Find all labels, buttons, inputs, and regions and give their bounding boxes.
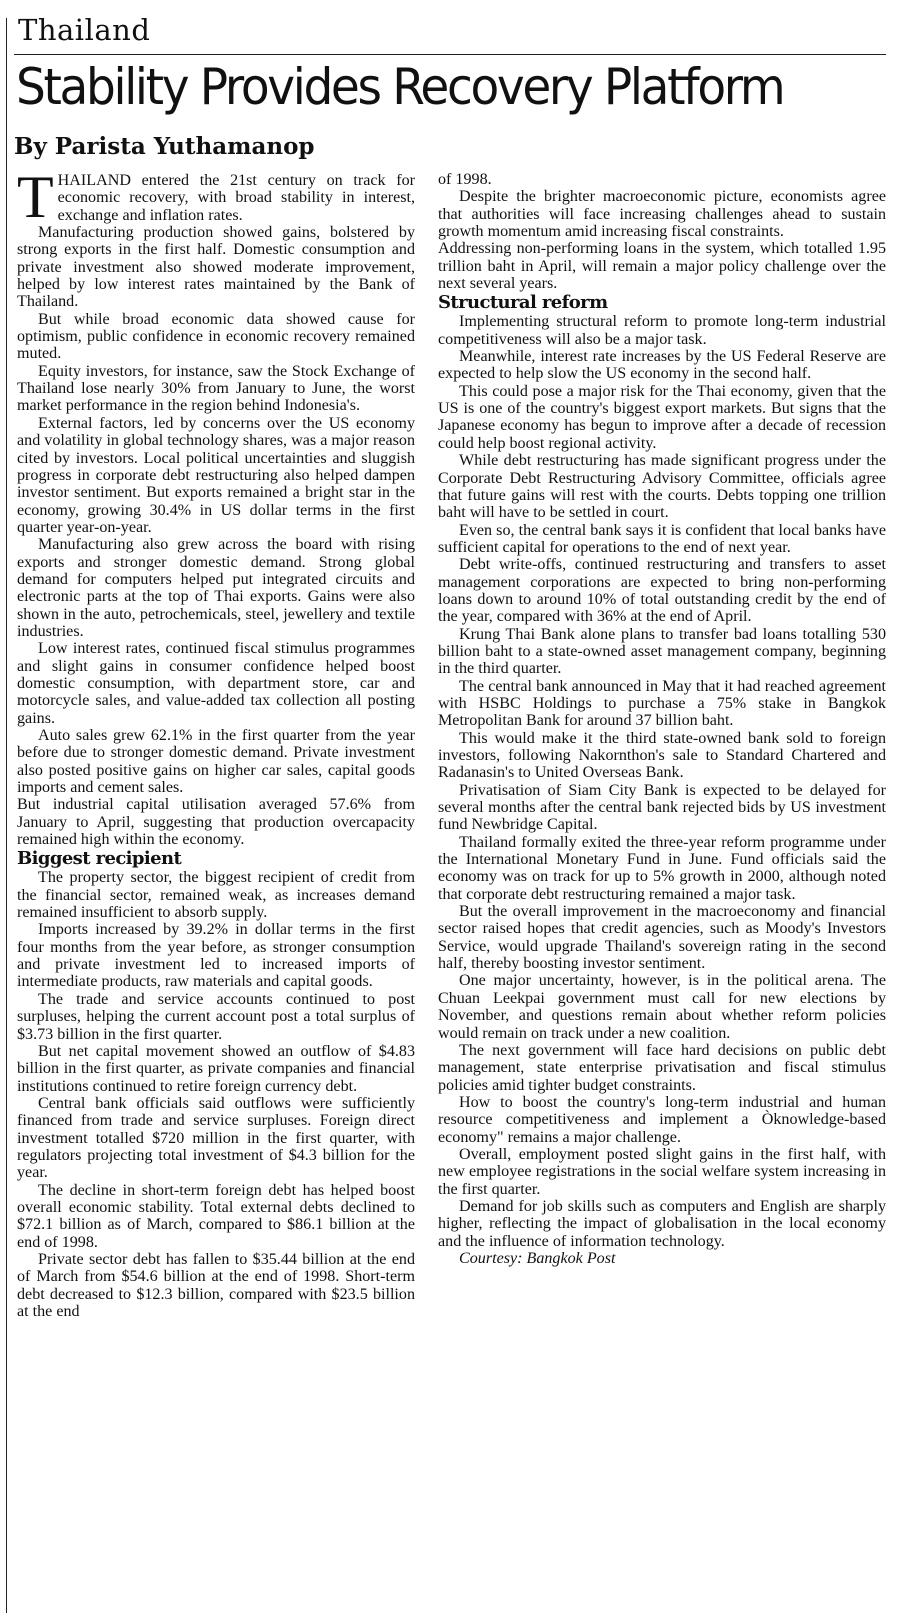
paragraph: Private sector debt has fallen to $35.44 billion at the end of March from $54.6 billion at the end of 1998. Short-term debt decreased to $12.3 billion, compared with $23.5 billion at the end [17,1250,415,1320]
paragraph: The central bank announced in May that it had reached agreement with HSBC Holdings to purchase a 75% stake in Bangkok Metropolitan Bank for around 37 billion baht. [438,677,886,730]
paragraph: Auto sales grew 62.1% in the first quarter from the year before due to stronger domestic demand. Private investment also posted positive gains on higher car sales, capital goods imports and cement sales. [17,727,415,797]
paragraph: of 1998. [438,171,492,188]
section-rule [14,54,886,55]
paragraph: Low interest rates, continued fiscal stimulus programmes and slight gains in consumer confidence helped boost domestic consumption, with department store, car and motorcycle sales, and value-added tax collection all posting gains. [17,640,415,727]
paragraph: Manufacturing also grew across the board with rising exports and stronger domestic demand. Strong global demand for computers helped put integrated circuits and electronic parts at the top of Thai exports. Gains were also shown in the auto, petrochemicals, steel, jewellery and textile industries. [17,536,415,640]
paragraph: Imports increased by 39.2% in dollar terms in the first four months from the year before, as stronger consumption and private investment led to increased imports of intermediate products, raw materials and capital goods. [17,921,415,991]
paragraph: Manufacturing production showed gains, bolstered by strong exports in the first half. Domestic consumption and private investment also showed moderate improvement, helped by low interest rates maintained by the Bank of Thailand. [17,224,415,311]
paragraph: Debt write-offs, continued restructuring and transfers to asset management corporations are expected to bring non-performing loans down to around 10% of total outstanding credit by the end of the year, compared with 36% at the end of April. [438,556,886,626]
paragraph: Equity investors, for instance, saw the Stock Exchange of Thailand lose nearly 30% from January to June, the worst market performance in the region behind Indonesia's. [17,362,415,415]
paragraph [17,164,415,230]
paragraph: One major uncertainty, however, is in the political arena. The Chuan Leekpai government must call for new elections by November, and questions remain about whether reform policies would remain on track under a new coalition. [438,972,886,1042]
subheading: Structural reform [438,292,608,314]
paragraph: The next government will face hard decisions on public debt management, state enterprise privatisation and fiscal stimulus policies amid tighter budget constraints. [438,1041,886,1094]
headline: Stability Provides Recovery Platform [16,58,784,116]
left-column [17,164,415,1320]
paragraph: Overall, employment posted slight gains in the first half, with new employee registrations in the social welfare system increasing in the first quarter. [438,1145,886,1198]
paragraph: But industrial capital utilisation averaged 57.6% from January to April, suggesting that production overcapacity remained high within the economy. [17,796,415,849]
paragraph: But net capital movement showed an outflow of $4.83 billion in the first quarter, as private companies and financial institutions continued to retire foreign currency debt. [17,1042,415,1095]
section-label: Thailand [18,13,151,47]
paragraph: This could pose a major risk for the Thai economy, given that the US is one of the country's biggest export markets. But signs that the Japanese economy has begun to improve after a decade of recession could help boost regional activity. [438,382,886,452]
right-column [438,171,886,1267]
paragraph: Privatisation of Siam City Bank is expected to be delayed for several months after the central bank rejected bids by US investment fund Newbridge Capital. [438,781,886,834]
paragraph: The decline in short-term foreign debt has helped boost overall economic stability. Total external debts declined to $72.1 billion as of March, compared to $86.1 billion at the end of 1998. [17,1181,415,1251]
paragraph: How to boost the country's long-term industrial and human resource competitiveness and implement a Òknowledge-based economy" remains a major challenge. [438,1093,886,1146]
byline: By Parista Yuthamanop [14,133,315,160]
paragraph: Thailand formally exited the three-year reform programme under the International Monetary Fund in June. Fund officials said the economy was on track for up to 5% growth in 2000, although noted that corporate debt restructuring remained a major task. [438,833,886,903]
paragraph: While debt restructuring has made significant progress under the Corporate Debt Restructuring Advisory Committee, officials agree that future gains will rest with the courts. Debts topping one trillion baht will have to be settled in court. [438,452,886,522]
paragraph: This would make it the third state-owned bank sold to foreign investors, following Nakornthon's sale to Standard Chartered and Radanasin's to United Overseas Bank. [438,729,886,782]
paragraph: External factors, led by concerns over the US economy and volatility in global technology shares, was a major reason cited by investors. Local political uncertainties and sluggish progress in corporate debt restructuring also helped dampen investor sentiment. But exports remained a bright star in the economy, growing 30.4% in US dollar terms in the first quarter year-on-year. [17,414,415,536]
paragraph: Implementing structural reform to promote long-term industrial competitiveness will also be a major task. [438,313,886,348]
paragraph: But the overall improvement in the macroeconomy and financial sector raised hopes that credit agencies, such as Moody's Investors Service, would upgrade Thailand's sovereign rating in the second half, thereby boosting investor sentiment. [438,903,886,973]
paragraph: Krung Thai Bank alone plans to transfer bad loans totalling 530 billion baht to a state-owned asset management company, beginning in the third quarter. [438,625,886,678]
paragraph: The property sector, the biggest recipient of credit from the financial sector, remained weak, as increases demand remained insufficient to absorb supply. [17,869,415,922]
paragraph: Meanwhile, interest rate increases by the US Federal Reserve are expected to help slow the US economy in the second half. [438,348,886,383]
paragraph: Addressing non-performing loans in the system, which totalled 1.95 trillion baht in April, will remain a major policy challenge over the next several years. [438,240,886,293]
paragraph: Despite the brighter macroeconomic picture, economists agree that authorities will face increasing challenges ahead to sustain growth momentum amid increasing fiscal constraints. [438,188,886,241]
paragraph: But while broad economic data showed cause for optimism, public confidence in economic recovery remained muted. [17,310,415,363]
paragraph: Central bank officials said outflows were sufficiently financed from trade and service surpluses. Foreign direct investment totalled $720 million in the first quarter, with regulators projecting total investment of $4.3 billion for the year. [17,1094,415,1182]
drop-cap: T [17,164,54,230]
courtesy-credit: Courtesy: Bangkok Post [459,1249,616,1267]
paragraph: Demand for job skills such as computers and English are sharply higher, reflecting the impact of globalisation in the local economy and the influence of information technology. [438,1197,886,1250]
paragraph: Even so, the central bank says it is confident that local banks have sufficient capital for operations to the end of next year. [438,521,886,556]
paragraph: The trade and service accounts continued to post surpluses, helping the current account post a total surplus of $3.73 billion in the first quarter. [17,990,415,1043]
left-vertical-rule [6,18,7,1613]
subheading: Biggest recipient [17,848,182,870]
paragraph-text: HAILAND entered the 21st century on track for economic recovery, with broad stability in interest, exchange and inflation rates. [57,172,415,224]
